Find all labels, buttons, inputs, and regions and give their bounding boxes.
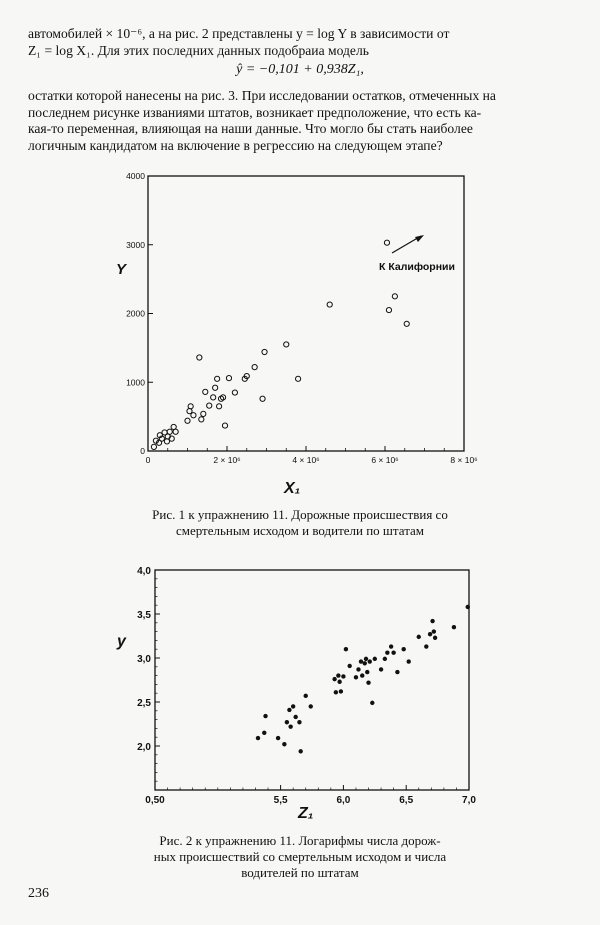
caption-line: водителей по штатам <box>241 865 359 880</box>
data-point <box>207 403 212 408</box>
x-tick-label: 6 × 10⁶ <box>371 455 399 465</box>
data-point <box>332 677 336 681</box>
data-point <box>262 349 267 354</box>
data-point <box>298 749 302 753</box>
y-tick-label: 1000 <box>126 377 145 388</box>
plot-frame <box>148 176 464 451</box>
california-annotation: К Калифорнии <box>379 261 455 273</box>
text-line: логичным кандидатом на включение в регрессию на следующем этапе? <box>28 137 443 153</box>
data-point <box>452 625 456 629</box>
data-point <box>360 673 364 677</box>
y-axis-label: Y <box>116 261 127 278</box>
y-axis-label: y <box>117 633 126 650</box>
text-line: последнем рисунке изваниями штатов, возникает предположение, что есть ка- <box>28 104 482 120</box>
data-point <box>391 651 395 655</box>
figure-2-scatter <box>0 560 600 822</box>
data-point <box>430 619 434 623</box>
question-paragraph <box>28 88 573 154</box>
data-point <box>284 342 289 347</box>
data-point <box>260 396 265 401</box>
data-point <box>364 657 368 661</box>
plot-frame <box>155 570 469 790</box>
data-point <box>370 701 374 705</box>
data-point <box>288 724 292 728</box>
x-axis-label: Z₁ <box>298 805 314 822</box>
caption-line: смертельным исходом и водители по штатам <box>175 523 425 538</box>
data-point <box>373 657 377 661</box>
data-point <box>395 670 399 674</box>
data-point <box>188 404 193 409</box>
data-point <box>222 423 227 428</box>
data-point <box>287 708 291 712</box>
data-point <box>232 390 237 395</box>
data-point <box>226 376 231 381</box>
x-tick-label: 6,5 <box>399 795 414 806</box>
data-point <box>217 404 222 409</box>
data-point <box>191 413 196 418</box>
data-point <box>337 680 341 684</box>
y-tick-label: 0 <box>140 446 145 456</box>
intro-paragraph <box>28 26 573 59</box>
data-point <box>282 742 286 746</box>
data-point <box>339 689 343 693</box>
data-point <box>401 647 405 651</box>
data-point <box>366 680 370 684</box>
data-point <box>256 736 260 740</box>
data-point <box>334 690 338 694</box>
y-tick-label: 2000 <box>126 308 145 319</box>
data-point <box>389 644 393 648</box>
y-tick-label: 4,0 <box>137 566 151 577</box>
regression-formula: ŷ = −0,101 + 0,938Z₁, <box>236 62 364 77</box>
text-line: Z₁ = log X₁. Для этих последних данных подобраиа модель <box>28 42 369 58</box>
data-point <box>167 429 172 434</box>
california-arrowhead <box>415 235 424 242</box>
data-point <box>404 321 409 326</box>
data-point <box>407 659 411 663</box>
data-point <box>428 632 432 636</box>
data-point <box>213 385 218 390</box>
data-point <box>424 644 428 648</box>
data-point <box>201 411 206 416</box>
data-point <box>383 657 387 661</box>
caption-line: Рис. 2 к упражнению 11. Логарифмы числа дорож- <box>159 833 441 848</box>
data-point <box>252 365 257 370</box>
data-point <box>203 389 208 394</box>
data-point <box>347 664 351 668</box>
data-point <box>215 376 220 381</box>
x-tick-label: 8 × 10⁶ <box>450 455 478 465</box>
x-axis-label: X₁ <box>284 480 301 497</box>
data-point <box>385 651 389 655</box>
data-point <box>356 667 360 671</box>
x-tick-label: 6,0 <box>336 795 351 806</box>
data-point <box>296 376 301 381</box>
figure-2-caption <box>0 833 600 881</box>
data-point <box>432 629 436 633</box>
caption-line: Рис. 1 к упражнению 11. Дорожные происшествия со <box>152 507 448 522</box>
data-point <box>359 659 363 663</box>
data-point <box>363 661 367 665</box>
x-tick-label: 2 × 10⁶ <box>213 455 241 465</box>
data-point <box>466 605 470 609</box>
data-point <box>392 294 397 299</box>
data-point <box>304 694 308 698</box>
x-tick-label: 0,50 <box>145 795 165 806</box>
data-point <box>341 674 345 678</box>
data-point <box>344 647 348 651</box>
data-point <box>379 667 383 671</box>
data-point <box>336 673 340 677</box>
figure-1-scatter <box>0 160 600 500</box>
data-point <box>173 429 178 434</box>
data-point <box>276 736 280 740</box>
data-point <box>293 715 297 719</box>
data-point <box>262 731 266 735</box>
y-tick-label: 3,5 <box>137 610 151 621</box>
data-point <box>417 635 421 639</box>
data-point <box>386 307 391 312</box>
data-point <box>309 704 313 708</box>
data-point <box>327 302 332 307</box>
data-point <box>291 704 295 708</box>
data-point <box>285 720 289 724</box>
text-line: остатки которой нанесены на рис. 3. При исследовании остатков, отмеченных на <box>28 88 496 103</box>
data-point <box>384 240 389 245</box>
figure-1-caption <box>0 507 600 539</box>
x-tick-label: 0 <box>145 455 151 465</box>
y-tick-label: 3000 <box>126 239 145 250</box>
y-tick-label: 2,5 <box>137 698 151 709</box>
caption-line: ных происшествий со смертельным исходом и числа <box>153 849 447 864</box>
data-point <box>368 659 372 663</box>
y-tick-label: 4000 <box>126 171 145 181</box>
data-point <box>365 670 369 674</box>
text-line: кая-то переменная, влияющая на наши данные. Что могло бы стать наиболее <box>28 121 473 136</box>
x-tick-label: 4 × 10⁶ <box>292 455 320 465</box>
data-point <box>211 395 216 400</box>
text-line: автомобилей × 10⁻⁶, а на рис. 2 представлены y = log Y в зависимости от <box>28 26 450 41</box>
data-point <box>297 720 301 724</box>
page-number: 236 <box>28 886 49 901</box>
x-tick-label: 5,5 <box>273 795 288 806</box>
data-point <box>151 444 156 449</box>
data-point <box>433 636 437 640</box>
data-point <box>263 714 267 718</box>
data-point <box>185 418 190 423</box>
data-point <box>199 417 204 422</box>
data-point <box>354 675 358 679</box>
x-tick-label: 7,0 <box>462 795 476 806</box>
y-tick-label: 2,0 <box>137 742 151 753</box>
y-tick-label: 3,0 <box>137 654 151 665</box>
data-point <box>197 355 202 360</box>
